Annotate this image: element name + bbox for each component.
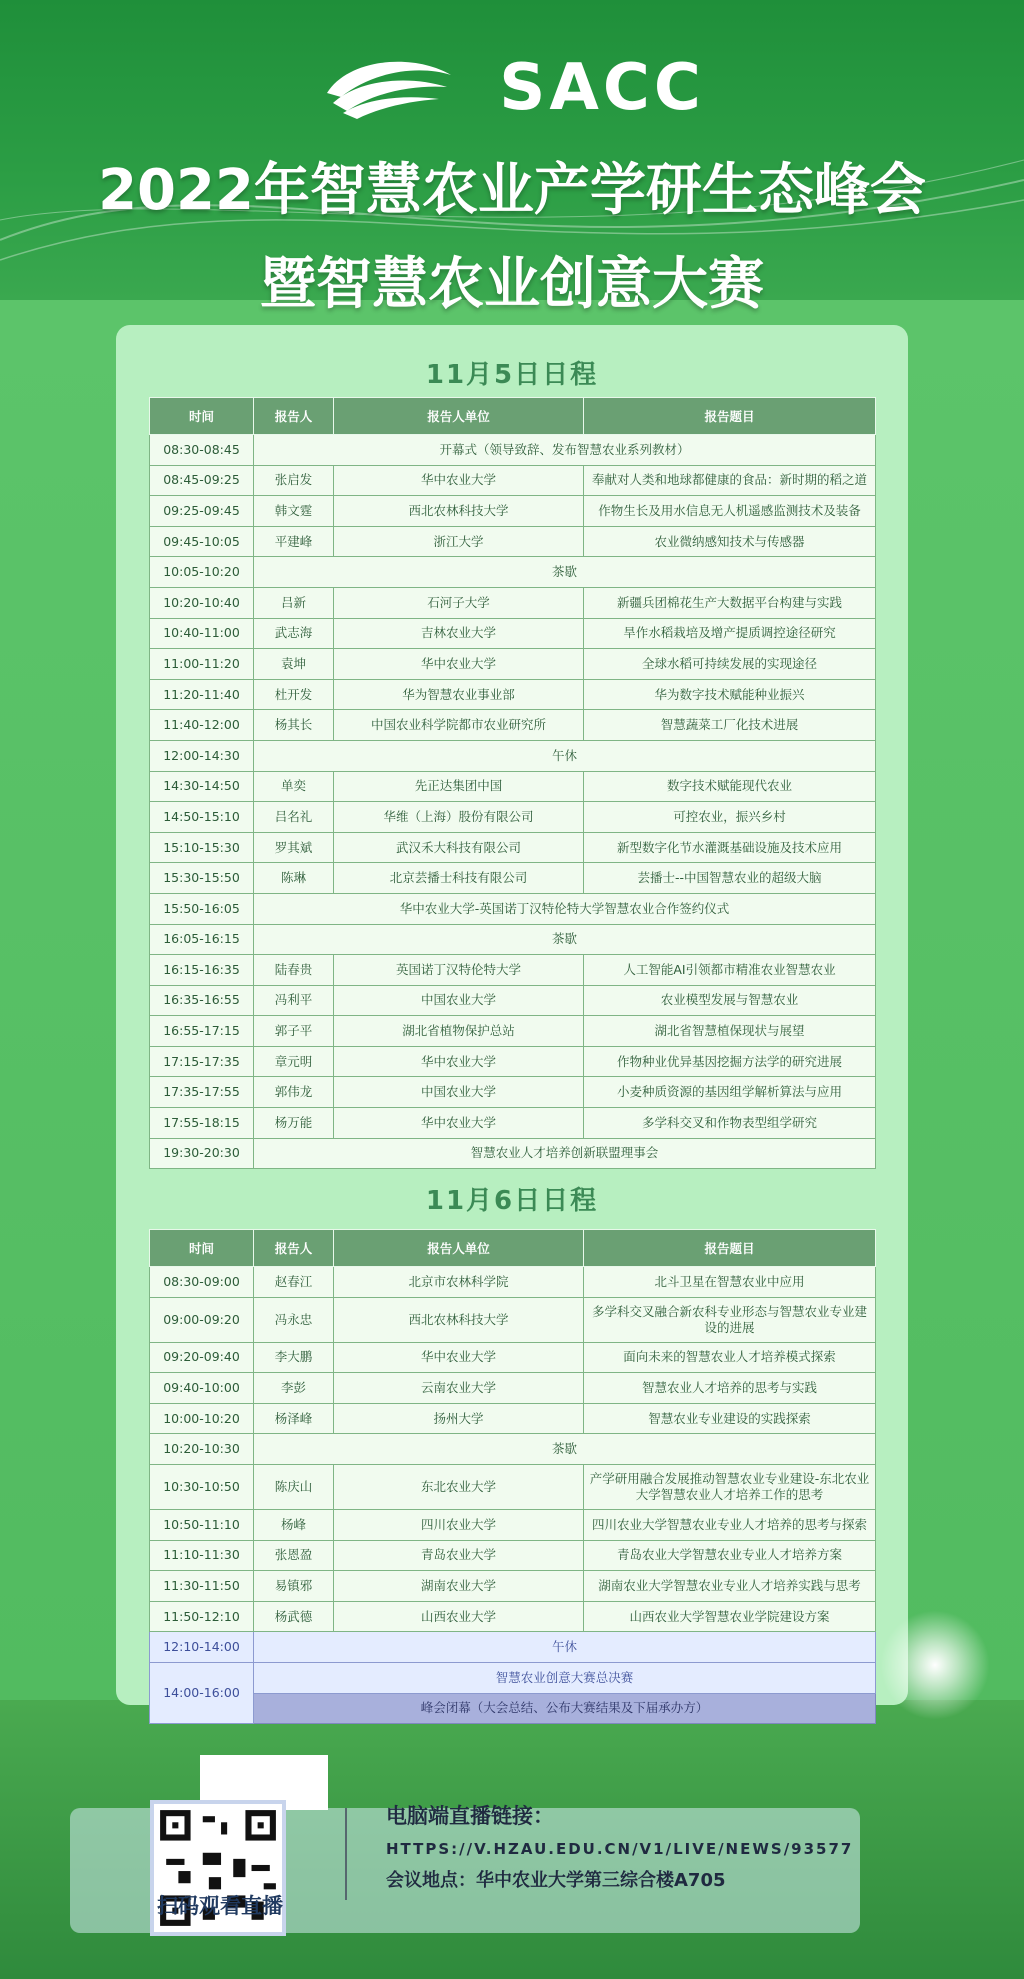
schedule-row <box>150 1632 876 1663</box>
org-cell: 西北农林科技大学 <box>334 1297 584 1342</box>
schedule-row <box>150 955 876 986</box>
schedule-row <box>150 1403 876 1434</box>
live-link-label: 电脑端直播链接： <box>386 1804 554 1828</box>
speaker-cell: 吕名礼 <box>254 802 334 833</box>
org-cell: 中国农业大学 <box>334 1077 584 1108</box>
topic-cell: 湖北省智慧植保现状与展望 <box>584 1016 876 1047</box>
schedule-row <box>150 1540 876 1571</box>
time-cell: 17:55-18:15 <box>150 1108 254 1139</box>
org-cell: 华维（上海）股份有限公司 <box>334 802 584 833</box>
topic-cell: 奉献对人类和地球都健康的食品：新时期的稻之道 <box>584 465 876 496</box>
schedule-row <box>150 832 876 863</box>
org-cell: 北京芸播士科技有限公司 <box>334 863 584 894</box>
topic-cell: 全球水稻可持续发展的实现途径 <box>584 649 876 680</box>
time-cell: 10:20-10:40 <box>150 587 254 618</box>
speaker-cell: 易镇邪 <box>254 1571 334 1602</box>
org-cell: 湖南农业大学 <box>334 1571 584 1602</box>
topic-cell: 新疆兵团棉花生产大数据平台构建与实践 <box>584 587 876 618</box>
topic-cell: 华为数字技术赋能种业振兴 <box>584 679 876 710</box>
time-cell: 16:15-16:35 <box>150 955 254 986</box>
logo-text: SACC <box>499 50 705 125</box>
session-cell: 茶歇 <box>254 1434 876 1465</box>
schedule-row <box>150 1016 876 1047</box>
schedule-row <box>150 1662 876 1693</box>
schedule-row <box>150 985 876 1016</box>
org-cell: 青岛农业大学 <box>334 1540 584 1571</box>
speaker-cell: 杨泽峰 <box>254 1403 334 1434</box>
schedule-row <box>150 1108 876 1139</box>
speaker-cell: 冯永忠 <box>254 1297 334 1342</box>
topic-cell: 旱作水稻栽培及增产提质调控途径研究 <box>584 618 876 649</box>
schedule-row <box>150 649 876 680</box>
time-cell: 17:15-17:35 <box>150 1046 254 1077</box>
time-cell: 11:00-11:20 <box>150 649 254 680</box>
org-cell: 石河子大学 <box>334 587 584 618</box>
time-cell: 09:00-09:20 <box>150 1297 254 1342</box>
schedule-row <box>150 1693 876 1724</box>
session-cell: 午休 <box>254 1632 876 1663</box>
time-cell: 15:10-15:30 <box>150 832 254 863</box>
speaker-cell: 章元明 <box>254 1046 334 1077</box>
time-cell: 08:30-08:45 <box>150 435 254 466</box>
topic-cell: 小麦种质资源的基因组学解析算法与应用 <box>584 1077 876 1108</box>
schedule-row <box>150 587 876 618</box>
schedule-row <box>150 1342 876 1373</box>
schedule-row <box>150 771 876 802</box>
org-cell: 云南农业大学 <box>334 1373 584 1404</box>
session-cell: 智慧农业人才培养创新联盟理事会 <box>254 1138 876 1169</box>
topic-cell: 作物种业优异基因挖掘方法学的研究进展 <box>584 1046 876 1077</box>
time-cell: 17:35-17:55 <box>150 1077 254 1108</box>
time-cell: 14:50-15:10 <box>150 802 254 833</box>
session-cell: 华中农业大学-英国诺丁汉特伦特大学智慧农业合作签约仪式 <box>254 893 876 924</box>
time-cell: 14:00-16:00 <box>150 1662 254 1723</box>
logo-row <box>0 50 1024 125</box>
org-cell: 浙江大学 <box>334 526 584 557</box>
time-cell: 10:50-11:10 <box>150 1509 254 1540</box>
schedule-row <box>150 1297 876 1342</box>
org-cell: 华中农业大学 <box>334 1342 584 1373</box>
speaker-cell: 郭伟龙 <box>254 1077 334 1108</box>
speaker-cell: 李彭 <box>254 1373 334 1404</box>
column-header: 报告人单位 <box>334 1230 584 1267</box>
time-cell: 08:45-09:25 <box>150 465 254 496</box>
speaker-cell: 杨万能 <box>254 1108 334 1139</box>
topic-cell: 多学科交叉融合新农科专业形态与智慧农业专业建设的进展 <box>584 1297 876 1342</box>
time-cell: 11:50-12:10 <box>150 1601 254 1632</box>
topic-cell: 面向未来的智慧农业人才培养模式探索 <box>584 1342 876 1373</box>
schedule-row <box>150 465 876 496</box>
light-glow <box>880 1610 990 1720</box>
org-cell: 英国诺丁汉特伦特大学 <box>334 955 584 986</box>
column-header: 时间 <box>150 398 254 435</box>
time-cell: 11:40-12:00 <box>150 710 254 741</box>
time-cell: 19:30-20:30 <box>150 1138 254 1169</box>
org-cell: 中国农业大学 <box>334 985 584 1016</box>
leaf-logo-icon <box>319 53 459 123</box>
speaker-cell: 张恩盈 <box>254 1540 334 1571</box>
topic-cell: 山西农业大学智慧农业学院建设方案 <box>584 1601 876 1632</box>
speaker-cell: 赵春江 <box>254 1267 334 1298</box>
topic-cell: 四川农业大学智慧农业专业人才培养的思考与探索 <box>584 1509 876 1540</box>
schedule-row <box>150 618 876 649</box>
schedule-row <box>150 1046 876 1077</box>
column-header: 时间 <box>150 1230 254 1267</box>
speaker-cell: 吕新 <box>254 587 334 618</box>
column-header: 报告人 <box>254 1230 334 1267</box>
org-cell: 华中农业大学 <box>334 649 584 680</box>
schedule-row <box>150 679 876 710</box>
schedule-row <box>150 1571 876 1602</box>
org-cell: 华中农业大学 <box>334 1108 584 1139</box>
schedule-row <box>150 893 876 924</box>
speaker-cell: 李大鹏 <box>254 1342 334 1373</box>
time-cell: 12:10-14:00 <box>150 1632 254 1663</box>
topic-cell: 农业模型发展与智慧农业 <box>584 985 876 1016</box>
schedule-row <box>150 435 876 466</box>
topic-cell: 作物生长及用水信息无人机遥感监测技术及装备 <box>584 496 876 527</box>
topic-cell: 新型数字化节水灌溉基础设施及技术应用 <box>584 832 876 863</box>
schedule-row <box>150 740 876 771</box>
session-cell: 茶歇 <box>254 557 876 588</box>
time-cell: 09:40-10:00 <box>150 1373 254 1404</box>
org-cell: 北京市农林科学院 <box>334 1267 584 1298</box>
org-cell: 中国农业科学院都市农业研究所 <box>334 710 584 741</box>
speaker-cell: 罗其斌 <box>254 832 334 863</box>
org-cell: 先正达集团中国 <box>334 771 584 802</box>
topic-cell: 可控农业，振兴乡村 <box>584 802 876 833</box>
speaker-cell: 平建峰 <box>254 526 334 557</box>
schedule-row <box>150 863 876 894</box>
topic-cell: 人工智能AI引领都市精准农业智慧农业 <box>584 955 876 986</box>
schedule-row <box>150 1267 876 1298</box>
schedule-row <box>150 802 876 833</box>
org-cell: 山西农业大学 <box>334 1601 584 1632</box>
time-cell: 09:25-09:45 <box>150 496 254 527</box>
org-cell: 吉林农业大学 <box>334 618 584 649</box>
speaker-cell: 杜开发 <box>254 679 334 710</box>
speaker-cell: 韩文霆 <box>254 496 334 527</box>
org-cell: 武汉禾大科技有限公司 <box>334 832 584 863</box>
schedule-row <box>150 496 876 527</box>
topic-cell: 智慧农业专业建设的实践探索 <box>584 1403 876 1434</box>
time-cell: 10:40-11:00 <box>150 618 254 649</box>
column-header: 报告人单位 <box>334 398 584 435</box>
schedule-row <box>150 1138 876 1169</box>
speaker-cell: 郭子平 <box>254 1016 334 1047</box>
schedule-row <box>150 526 876 557</box>
topic-cell: 智慧农业人才培养的思考与实践 <box>584 1373 876 1404</box>
time-cell: 10:05-10:20 <box>150 557 254 588</box>
org-cell: 湖北省植物保护总站 <box>334 1016 584 1047</box>
live-url-link[interactable]: HTTPS://V.HZAU.EDU.CN/V1/LIVE/NEWS/93577 <box>386 1840 854 1858</box>
footer-divider <box>345 1808 347 1900</box>
org-cell: 西北农林科技大学 <box>334 496 584 527</box>
time-cell: 10:20-10:30 <box>150 1434 254 1465</box>
speaker-cell: 杨武德 <box>254 1601 334 1632</box>
topic-cell: 湖南农业大学智慧农业专业人才培养实践与思考 <box>584 1571 876 1602</box>
topic-cell: 青岛农业大学智慧农业专业人才培养方案 <box>584 1540 876 1571</box>
session-cell: 茶歇 <box>254 924 876 955</box>
session-cell: 开幕式（领导致辞、发布智慧农业系列教材） <box>254 435 876 466</box>
schedule-row <box>150 710 876 741</box>
session-cell: 峰会闭幕（大会总结、公布大赛结果及下届承办方） <box>254 1693 876 1724</box>
time-cell: 15:30-15:50 <box>150 863 254 894</box>
time-cell: 10:00-10:20 <box>150 1403 254 1434</box>
org-cell: 华中农业大学 <box>334 465 584 496</box>
topic-cell: 多学科交叉和作物表型组学研究 <box>584 1108 876 1139</box>
org-cell: 华中农业大学 <box>334 1046 584 1077</box>
time-cell: 14:30-14:50 <box>150 771 254 802</box>
speaker-cell: 武志海 <box>254 618 334 649</box>
schedule-row <box>150 1509 876 1540</box>
time-cell: 10:30-10:50 <box>150 1464 254 1509</box>
page-title: 2022年智慧农业产学研生态峰会 <box>98 158 926 223</box>
column-header: 报告题目 <box>584 398 876 435</box>
time-cell: 16:55-17:15 <box>150 1016 254 1047</box>
speaker-cell: 杨其长 <box>254 710 334 741</box>
org-cell: 东北农业大学 <box>334 1464 584 1509</box>
time-cell: 16:05-16:15 <box>150 924 254 955</box>
time-cell: 11:10-11:30 <box>150 1540 254 1571</box>
topic-cell: 农业微纳感知技术与传感器 <box>584 526 876 557</box>
speaker-cell: 陈庆山 <box>254 1464 334 1509</box>
speaker-cell: 陆春贵 <box>254 955 334 986</box>
day1-title: 11月5日日程 <box>425 360 599 390</box>
time-cell: 11:20-11:40 <box>150 679 254 710</box>
column-header: 报告人 <box>254 398 334 435</box>
schedule-row <box>150 1434 876 1465</box>
time-cell: 16:35-16:55 <box>150 985 254 1016</box>
topic-cell: 产学研用融合发展推动智慧农业专业建设-东北农业大学智慧农业人才培养工作的思考 <box>584 1464 876 1509</box>
schedule-row <box>150 557 876 588</box>
time-cell: 15:50-16:05 <box>150 893 254 924</box>
speaker-cell: 张启发 <box>254 465 334 496</box>
speaker-cell: 单奕 <box>254 771 334 802</box>
schedule-row <box>150 1077 876 1108</box>
time-cell: 12:00-14:30 <box>150 740 254 771</box>
day2-schedule-table <box>149 1229 876 1724</box>
venue-text: 会议地点：华中农业大学第三综合楼A705 <box>386 1870 726 1891</box>
org-cell: 四川农业大学 <box>334 1509 584 1540</box>
session-cell: 智慧农业创意大赛总决赛 <box>254 1662 876 1693</box>
speaker-cell: 陈琳 <box>254 863 334 894</box>
time-cell: 09:45-10:05 <box>150 526 254 557</box>
speaker-cell: 冯利平 <box>254 985 334 1016</box>
time-cell: 09:20-09:40 <box>150 1342 254 1373</box>
org-cell: 扬州大学 <box>334 1403 584 1434</box>
time-cell: 08:30-09:00 <box>150 1267 254 1298</box>
column-header: 报告题目 <box>584 1230 876 1267</box>
page-subtitle: 暨智慧农业创意大赛 <box>260 252 764 317</box>
topic-cell: 数字技术赋能现代农业 <box>584 771 876 802</box>
topic-cell: 北斗卫星在智慧农业中应用 <box>584 1267 876 1298</box>
schedule-row <box>150 1373 876 1404</box>
qr-caption: 扫码观看直播 <box>157 1894 283 1918</box>
schedule-row <box>150 924 876 955</box>
speaker-cell: 袁坤 <box>254 649 334 680</box>
schedule-row <box>150 1464 876 1509</box>
speaker-cell: 杨峰 <box>254 1509 334 1540</box>
topic-cell: 智慧蔬菜工厂化技术进展 <box>584 710 876 741</box>
time-cell: 11:30-11:50 <box>150 1571 254 1602</box>
day1-schedule-table <box>149 397 876 1169</box>
schedule-row <box>150 1601 876 1632</box>
session-cell: 午休 <box>254 740 876 771</box>
org-cell: 华为智慧农业事业部 <box>334 679 584 710</box>
day2-title: 11月6日日程 <box>425 1186 599 1216</box>
topic-cell: 芸播士--中国智慧农业的超级大脑 <box>584 863 876 894</box>
